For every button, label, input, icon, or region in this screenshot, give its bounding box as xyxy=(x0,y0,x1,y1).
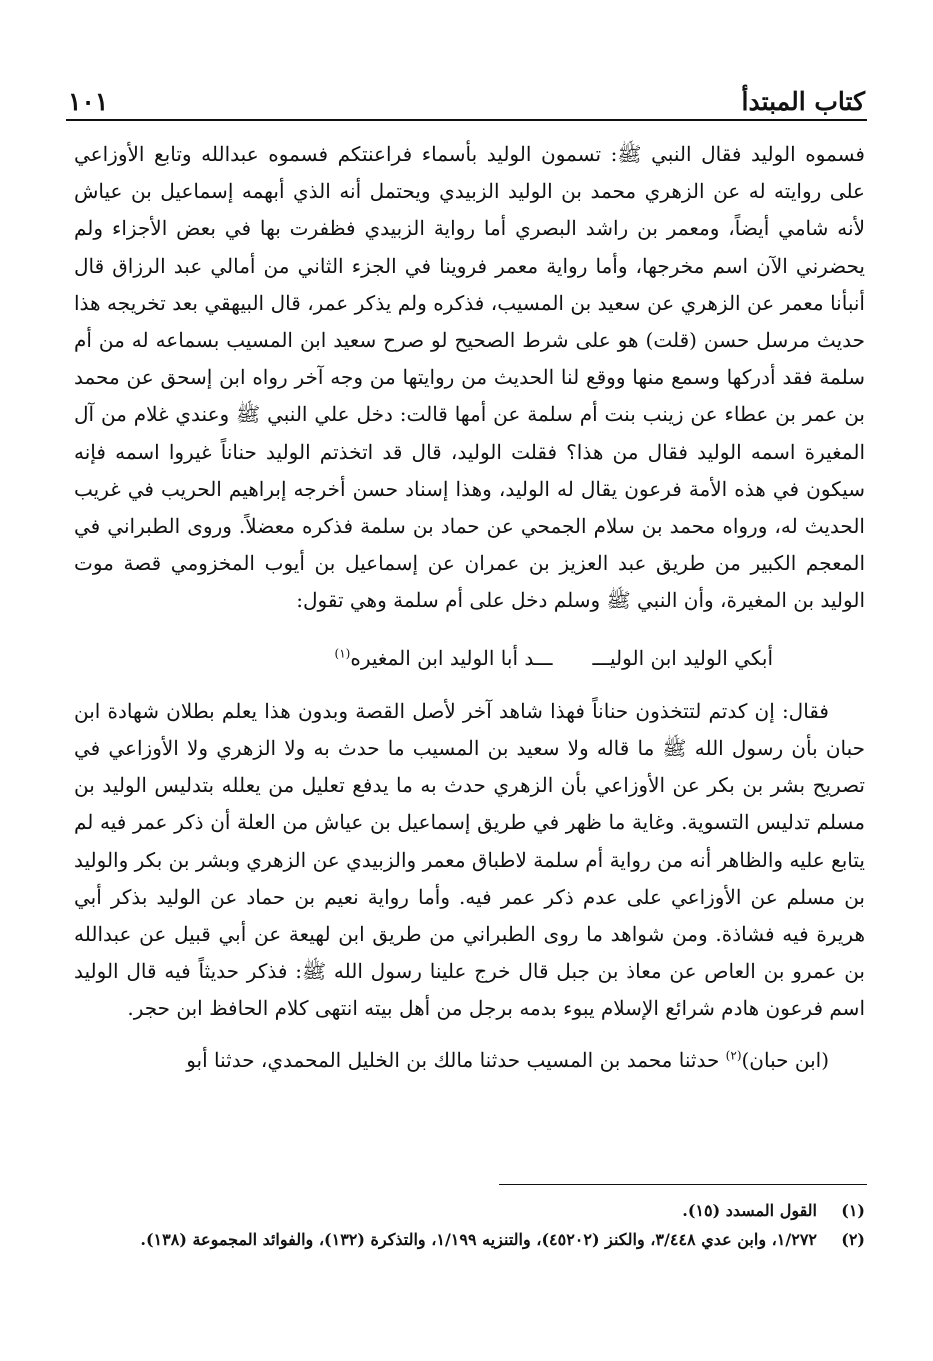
paragraph-2: فقال: إن كدتم لتتخذون حناناً فهذا شاهد آخر لأصل القصة وبدون هذا يعلم بطلان شهادة ابن حبان بأن رسول الله ﷺ ما قاله ولا سعيد بن المسيب ما حدث به ولا الزهري ولا الأوزاعي في تصريح بشر بن بكر عن الأوزاعي بأن الزهري حدث به ما يدفع تعليل من يعلله بتدليس الوليد بن مسلم تدليس التسوية. وغاية ما ظهر في طريق إسماعيل بن عياش من العلة أن ذكر عمر فيه لم يتابع عليه والظاهر أنه من رواية أم سلمة لاطباق معمر والزبيدي عن الزهري وبشر بن بكر والوليد بن مسلم عن الأوزاعي على عدم ذكر عمر فيه. وأما رواية نعيم بن حماد عن الوليد بذكر أبي هريرة فيه فشاذة. ومن شواهد ما روى الطبراني من طريق ابن لهيعة عن أبي قبيل عن عبدالله بن عمرو بن العاص عن معاذ بن جبل قال خرج علينا رسول الله ﷺ: فذكر حديثاً فيه قال الوليد اسم فرعون هادم شرائع الإسلام يبوء بدمه برجل من أهل بيته انتهى كلام الحافظ ابن حجر. xyxy=(74,698,865,1021)
verse-second-hemistich xyxy=(335,640,553,677)
footnote-number: (٢) xyxy=(841,1230,865,1249)
paragraph-3-text: حدثنا محمد بن المسيب حدثنا مالك بن الخليل المحمدي، حدثنا أبو xyxy=(186,1047,726,1072)
header-divider xyxy=(66,119,867,121)
paragraph-3-lead: (ابن حبان) xyxy=(741,1047,829,1072)
verse-second-text: ـــد أبا الوليد ابن المغيره xyxy=(350,645,553,670)
main-text xyxy=(74,136,865,1079)
footnote-divider xyxy=(499,1184,867,1185)
footnote-text: القول المسدد (١٥). xyxy=(682,1201,817,1220)
poetry-verse xyxy=(74,640,865,677)
paragraph-1: فسموه الوليد فقال النبي ﷺ: تسمون الوليد بأسماء فراعنتكم فسموه عبدالله وتابع الأوزاعي على روايته له عن الزهري محمد بن الوليد الزبيدي ويحتمل أنه الذي أبهمه إسماعيل بن عياش لأنه شامي أيضاً، ومعمر بن راشد البصري أما رواية الزبيدي فظفرت بها في بعض الأجزاء ولم يحضرني الآن اسم مخرجها، وأما رواية معمر فروينا في الجزء الثاني من أمالي عبد الرزاق قال أنبأنا معمر عن الزهري عن سعيد بن المسيب، فذكره ولم يذكر عمر، قال البيهقي بعد تخريجه هذا حديث مرسل حسن (قلت) هو على شرط الصحيح لو صرح سعيد ابن المسيب بسماعه له من أم سلمة فقد أدركها وسمع منها ووقع لنا الحديث من روايتها من وجه آخر رواه ابن إسحق عن محمد بن عمر بن عطاء عن زينب بنت أم سلمة عن أمها قالت: دخل علي النبي ﷺ وعندي غلام من آل المغيرة اسمه الوليد فقال من هذا؟ فقلت الوليد، قال قد اتخذتم الوليد حناناً غيروا اسمه فإنه سيكون في هذه الأمة فرعون يقال له الوليد، وهذا إسناد حسن أخرجه إبراهيم الحريب في غريب الحديث له، ورواه محمد بن سلام الجمحي عن حماد بن سلمة فذكره معضلاً. وروى الطبراني في المعجم الكبير من طريق عبد العزيز بن عمران عن إسماعيل بن أيوب المخزومي قصة موت الوليد بن المغيرة، وأن النبي ﷺ وسلم دخل على أم سلمة وهي تقول: xyxy=(74,142,866,613)
footnote-ref-2: (٢) xyxy=(725,1048,742,1063)
paragraph-3 xyxy=(74,1042,865,1079)
footnote-text: ١/٢٧٢، وابن عدي ٣/٤٤٨، والكنز (٤٥٢٠٢)، والتنزيه ١/١٩٩، والتذكرة (١٣٢)، والفوائد المجموعة (١٣٨). xyxy=(140,1230,817,1249)
page-header xyxy=(68,76,865,116)
running-title: كتاب المبتدأ xyxy=(741,87,865,116)
footnote-2 xyxy=(74,1225,865,1254)
footnote-1 xyxy=(74,1196,865,1225)
footnote-number: (١) xyxy=(841,1201,865,1220)
footnotes xyxy=(74,1196,865,1254)
footnote-ref-1: (١) xyxy=(334,645,351,660)
verse-first-hemistich: أبكي الوليد ابن الوليـــ xyxy=(592,645,773,670)
page-number: ١٠١ xyxy=(68,87,109,116)
